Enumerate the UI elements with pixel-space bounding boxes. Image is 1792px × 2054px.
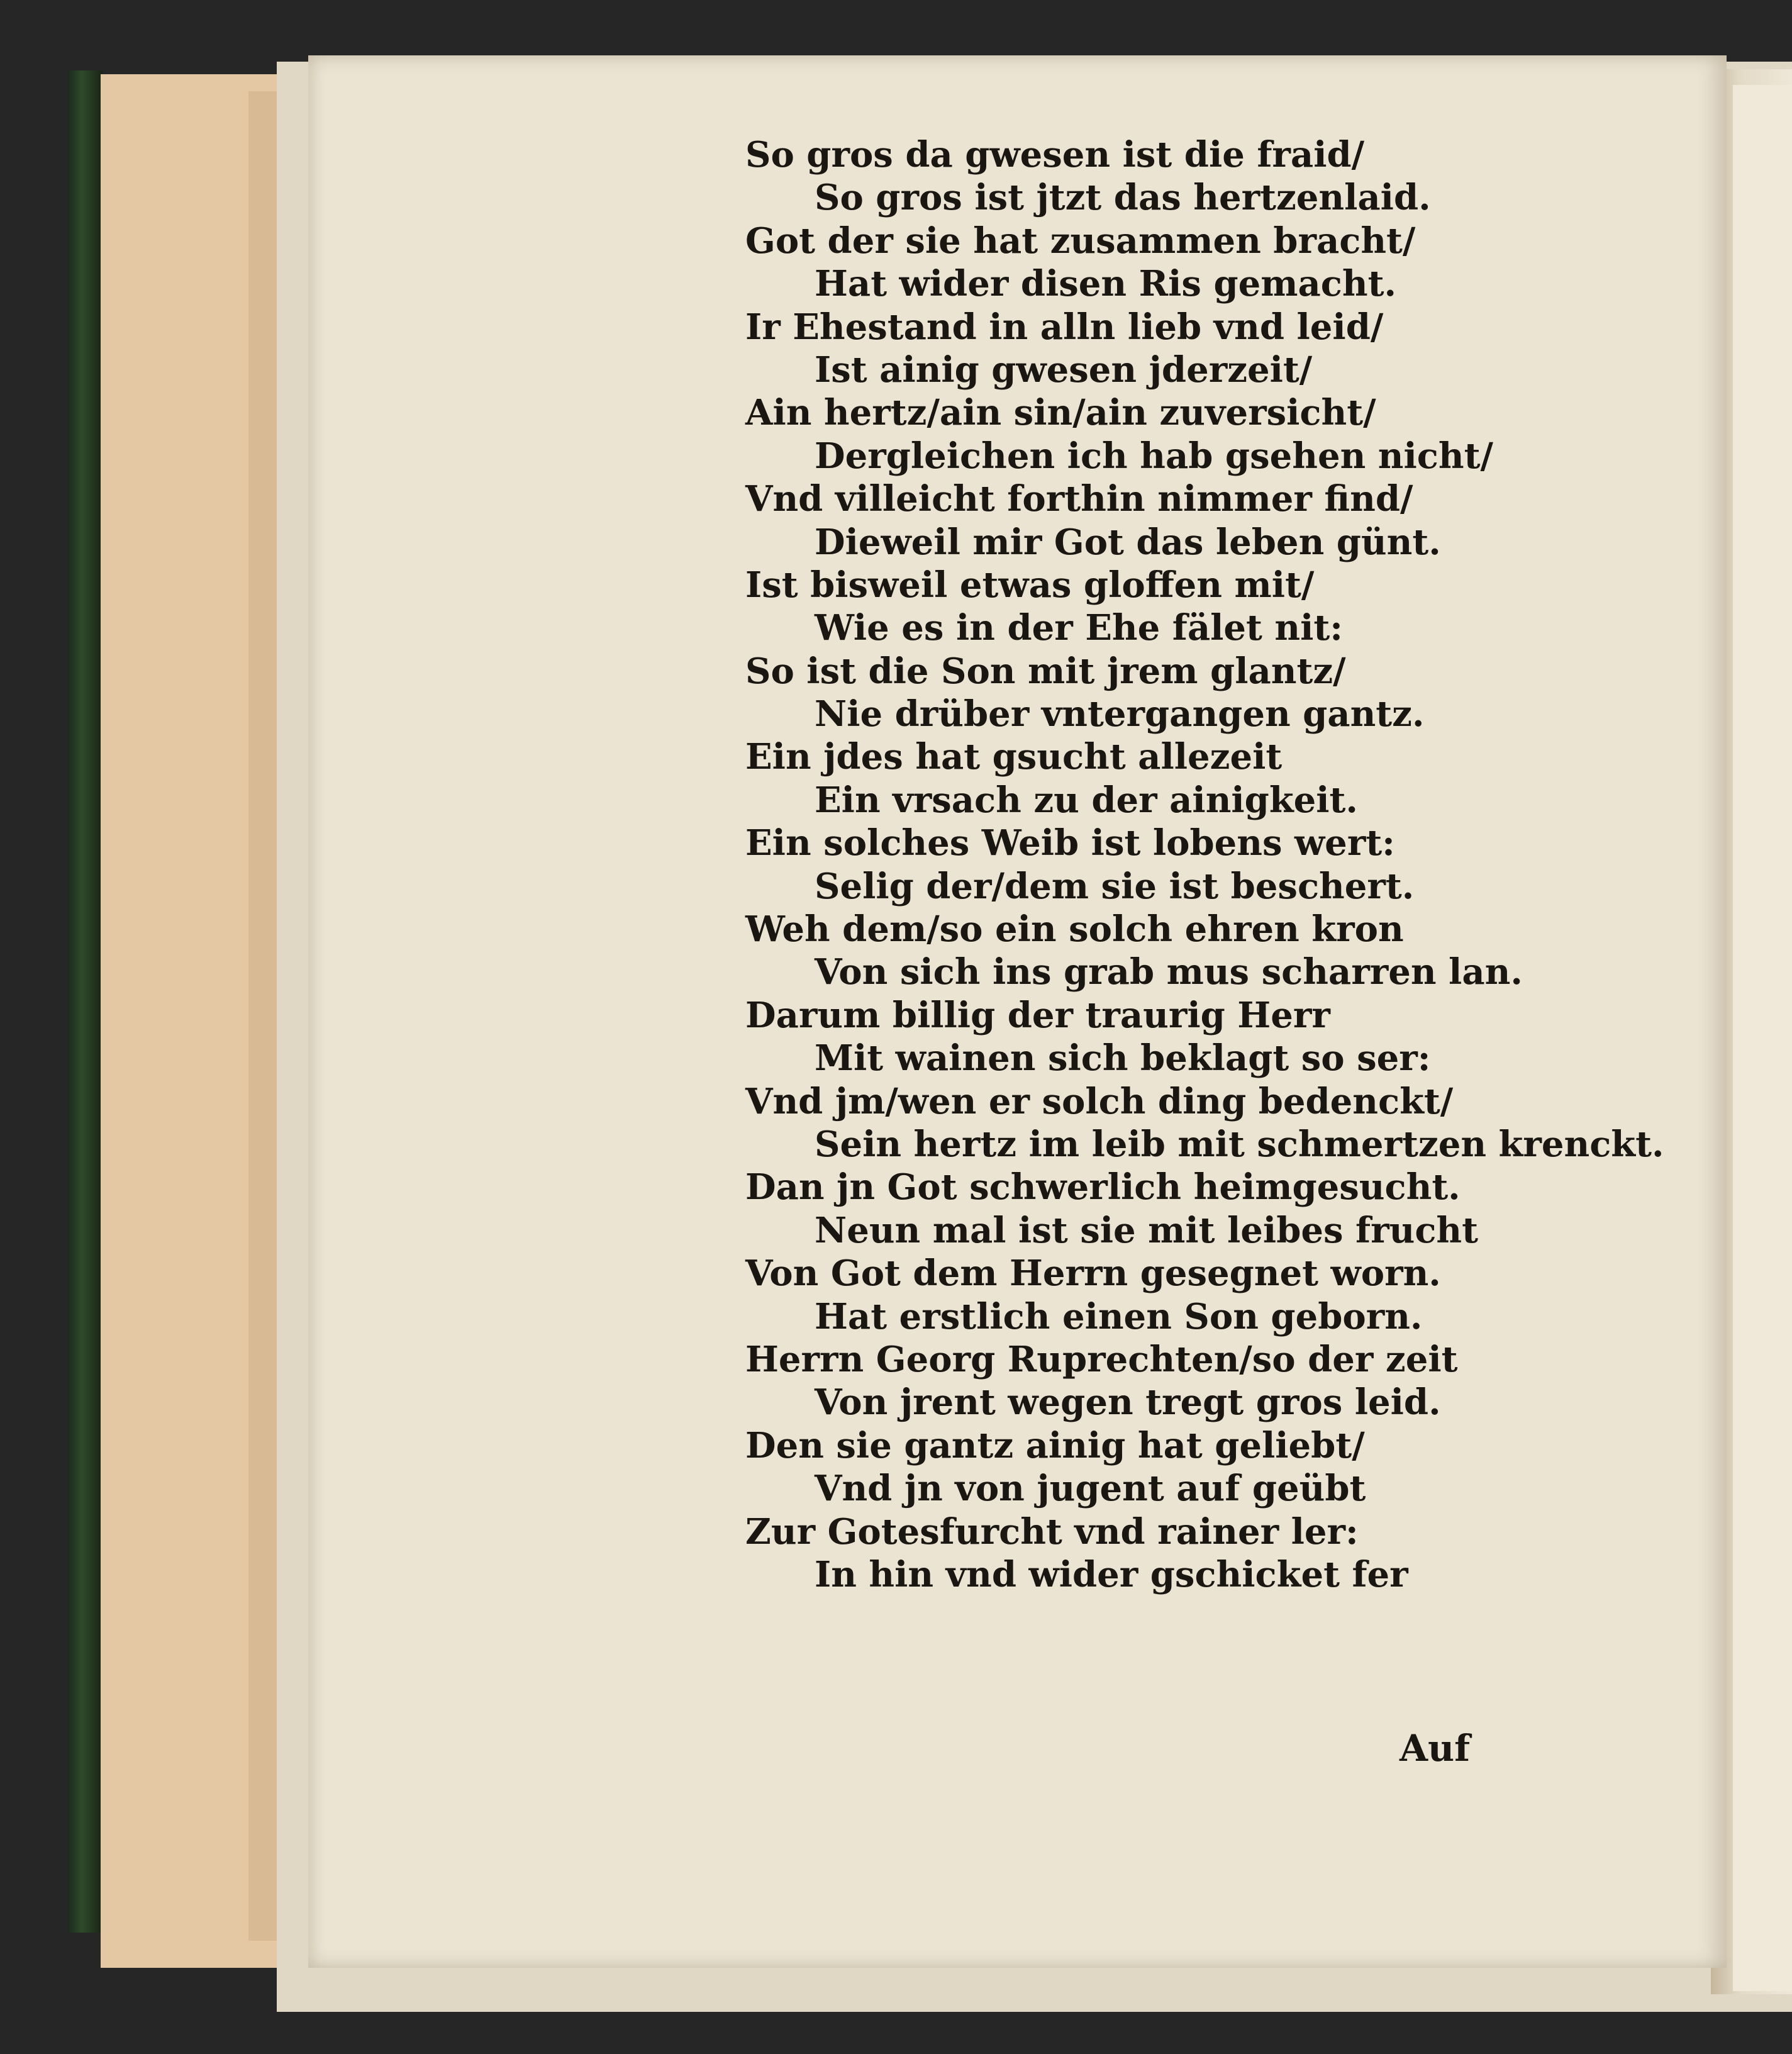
verse-line: Vnd jm/wen er solch ding bedenckt/ xyxy=(745,1080,1454,1122)
verse-line: Ein jdes hat gsucht allezeit xyxy=(745,736,1283,778)
verse-line: Weh dem/so ein solch ehren kron xyxy=(745,908,1404,951)
catchword: Auf xyxy=(1400,1727,1471,1770)
verse-line: So gros da gwesen ist die fraid/ xyxy=(745,134,1365,176)
verse-line: Ain hertz/ain sin/ain zuversicht/ xyxy=(745,392,1376,434)
verse-line: Herrn Georg Ruprechten/so der zeit xyxy=(745,1338,1458,1380)
verse-line: Zur Gotesfurcht vnd rainer ler: xyxy=(745,1510,1359,1553)
verse-line: Von sich ins grab mus scharren lan. xyxy=(815,951,1523,993)
verse-line: Vnd jn von jugent auf geübt xyxy=(815,1468,1366,1510)
verse-line: Hat wider disen Ris gemacht. xyxy=(815,263,1396,305)
verse-line: Dergleichen ich hab gsehen nicht/ xyxy=(815,435,1493,477)
verse-line: Sein hertz im leib mit schmertzen krenckt. xyxy=(815,1123,1664,1165)
verse-line: Selig der/dem sie ist beschert. xyxy=(815,865,1415,907)
verse-line: Wie es in der Ehe fälet nit: xyxy=(815,607,1343,649)
verse-line: Nie drüber vntergangen gantz. xyxy=(815,693,1425,735)
verse-line: Got der sie hat zusammen bracht/ xyxy=(745,220,1416,262)
verse-line: Von jrent wegen tregt gros leid. xyxy=(815,1381,1441,1424)
book-spine xyxy=(68,70,103,1933)
verse-line: Von Got dem Herrn gesegnet worn. xyxy=(745,1253,1441,1295)
verse-line: Mit wainen sich beklagt so ser: xyxy=(815,1037,1431,1080)
verse-line: Vnd villeicht forthin nimmer find/ xyxy=(745,478,1413,520)
verse-line: So ist die Son mit jrem glantz/ xyxy=(745,650,1346,692)
facing-page-edge xyxy=(1733,85,1792,1991)
verse-line: Ist ainig gwesen jderzeit/ xyxy=(815,349,1313,391)
verse-line: Ir Ehestand in alln lieb vnd leid/ xyxy=(745,306,1384,348)
verse-line: Dieweil mir Got das leben günt. xyxy=(815,521,1441,563)
verse-line: Ein solches Weib ist lobens wert: xyxy=(745,822,1395,864)
verse-line: In hin vnd wider gschicket fer xyxy=(815,1553,1408,1595)
verse-line: Ein vrsach zu der ainigkeit. xyxy=(815,779,1358,821)
verse-line: Hat erstlich einen Son geborn. xyxy=(815,1295,1423,1337)
verse-text xyxy=(745,133,1664,1596)
verse-line: Neun mal ist sie mit leibes frucht xyxy=(815,1209,1479,1251)
verse-line: Den sie gantz ainig hat geliebt/ xyxy=(745,1424,1365,1466)
verse-line: Darum billig der traurig Herr xyxy=(745,994,1330,1036)
verse-line: So gros ist jtzt das hertzenlaid. xyxy=(815,177,1431,219)
verse-line: Dan jn Got schwerlich heimgesucht. xyxy=(745,1166,1461,1208)
verse-line: Ist bisweil etwas gloffen mit/ xyxy=(745,564,1315,606)
